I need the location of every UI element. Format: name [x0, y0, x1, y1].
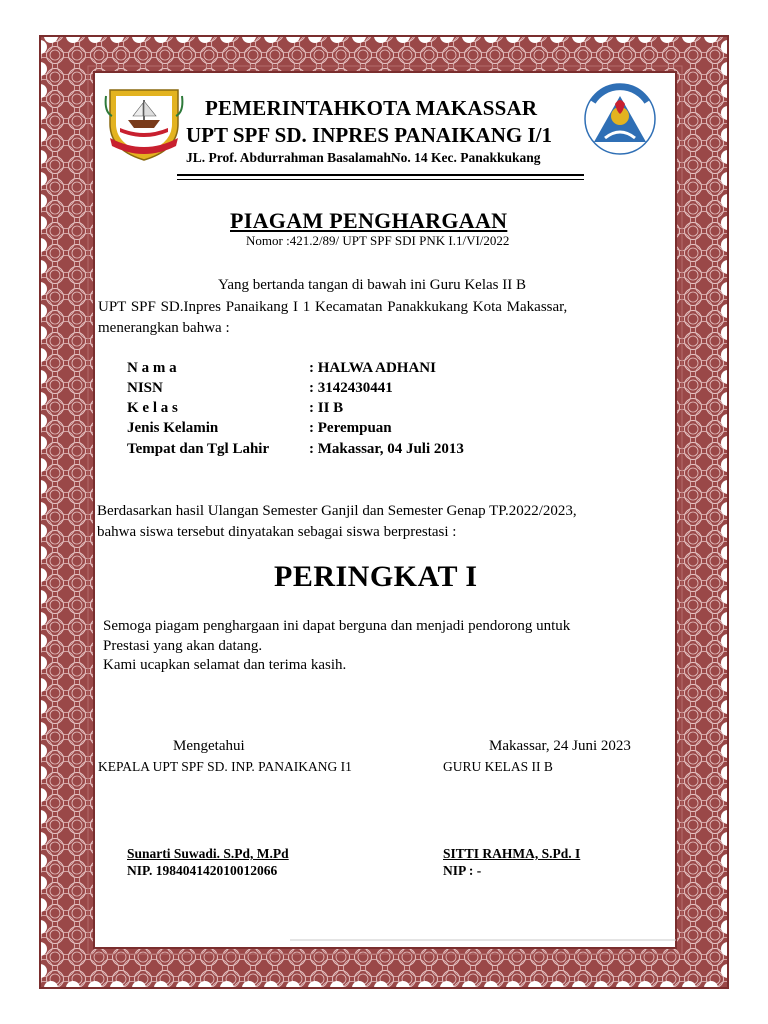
- certificate-title: PIAGAM PENGHARGAAN: [230, 208, 508, 233]
- left-signature-role: KEPALA UPT SPF SD. INP. PANAIKANG I1: [98, 759, 352, 774]
- basis-line-1: Berdasarkan hasil Ulangan Semester Ganjil dan Semester Genap TP.2022/2023,: [97, 503, 577, 519]
- closing-line-2: Prestasi yang akan datang.: [103, 638, 263, 654]
- field-value-birth: : Makassar, 04 Juli 2013: [309, 441, 464, 457]
- left-signature-heading: Mengetahui: [173, 738, 245, 754]
- field-value-name: : HALWA ADHANI: [309, 360, 436, 376]
- field-value-gender: : Perempuan: [309, 420, 392, 436]
- basis-line-2: bahwa siswa tersebut dinyatakan sebagai siswa berprestasi :: [97, 524, 457, 540]
- closing-line-1: Semoga piagam penghargaan ini dapat berguna dan menjadi pendorong untuk: [103, 618, 571, 634]
- government-name: PEMERINTAHKOTA MAKASSAR: [205, 96, 538, 120]
- award-rank: PERINGKAT I: [274, 560, 478, 593]
- field-value-class: : II B: [309, 400, 344, 416]
- closing-line-3: Kami ucapkan selamat dan terima kasih.: [103, 657, 347, 673]
- header-divider-thin: [177, 179, 584, 180]
- header-divider-thick: [177, 174, 584, 176]
- makassar-city-emblem-icon: [104, 82, 184, 164]
- field-label-birth: Tempat dan Tgl Lahir: [127, 441, 270, 457]
- field-value-nisn: : 3142430441: [309, 380, 393, 396]
- field-label-name: N a m a: [127, 360, 177, 376]
- right-signatory-nip: NIP : -: [443, 863, 482, 878]
- right-place-date: Makassar, 24 Juni 2023: [489, 738, 631, 754]
- intro-line-2: UPT SPF SD.Inpres Panaikang I 1 Kecamatan Panakkukang Kota Makassar,: [98, 299, 568, 315]
- intro-line-3: menerangkan bahwa :: [98, 320, 230, 336]
- field-label-class: K e l a s: [127, 400, 178, 416]
- school-address: JL. Prof. Abdurrahman BasalamahNo. 14 Kec. Panakkukang: [186, 150, 541, 165]
- left-signatory-name: Sunarti Suwadi. S.Pd, M.Pd: [127, 846, 289, 861]
- left-signatory-nip: NIP. 198404142010012066: [127, 863, 278, 878]
- certificate-number: Nomor :421.2/89/ UPT SPF SDI PNK I.1/VI/2022: [246, 233, 510, 248]
- school-name: UPT SPF SD. INPRES PANAIKANG I/1: [186, 123, 552, 147]
- right-signatory-name: SITTI RAHMA, S.Pd. I: [443, 846, 581, 861]
- field-label-nisn: NISN: [127, 380, 163, 396]
- intro-line-1: Yang bertanda tangan di bawah ini Guru Kelas II B: [218, 277, 526, 293]
- field-label-gender: Jenis Kelamin: [127, 420, 219, 436]
- right-signature-role: GURU KELAS II B: [443, 759, 553, 774]
- tut-wuri-handayani-emblem-icon: [583, 82, 657, 156]
